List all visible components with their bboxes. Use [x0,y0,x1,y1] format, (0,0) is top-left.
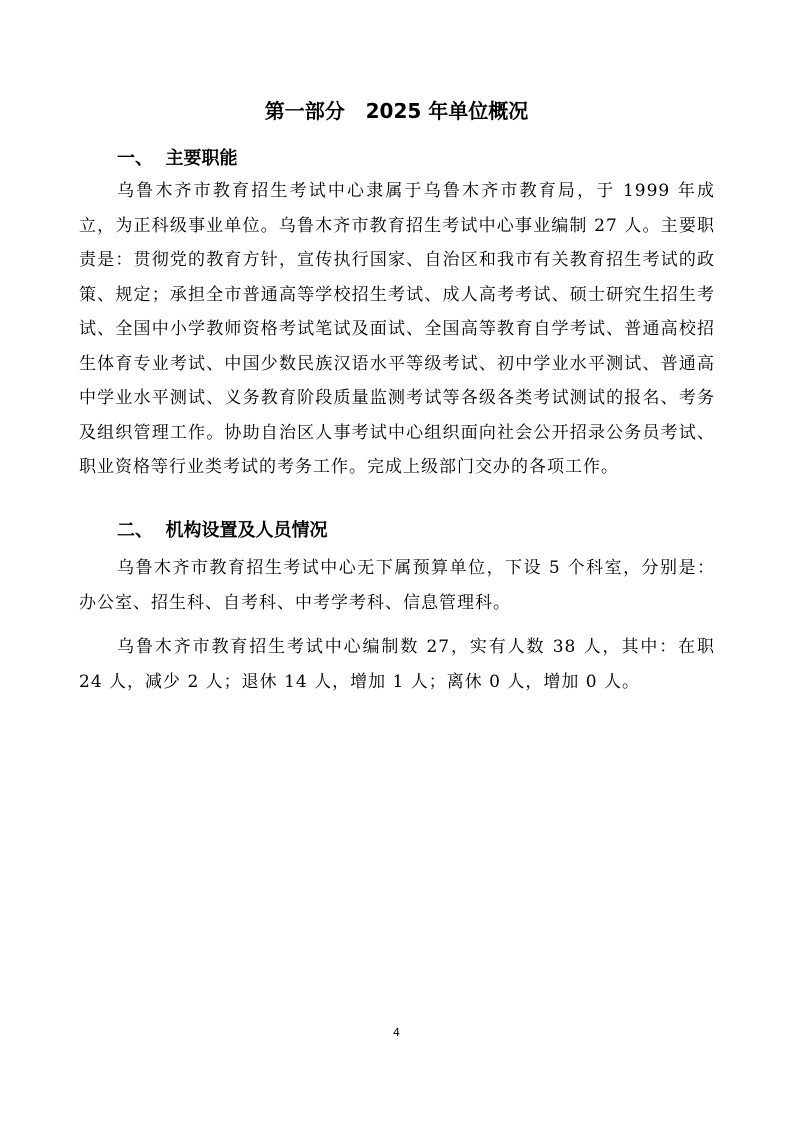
page-title: 第一部分 2025 年单位概况 [264,99,529,123]
paragraph-departments: 乌鲁木齐市教育招生考试中心无下属预算单位，下设 5 个科室，分别是：办公室、招生科、自考科、中考学考科、信息管理科。 [79,558,715,613]
section-heading-organization: 二、 机构设置及人员情况 [117,520,328,541]
paragraph-main-functions: 乌鲁木齐市教育招生考试中心隶属于乌鲁木齐市教育局，于 1999 年成立，为正科级事业单位。乌鲁木齐市教育招生考试中心事业编制 27 人。主要职责是：贯彻党的教育方针，宣传执行国家、自治区和我市有关教育招生考试的政策、规定；承担全市普通高等学校招生考试、成人高考考试、硕士研究生招生考试、全国中小学教师资格考试笔试及面试、全国高等教育自学考试、普通高校招生体育专业考试、中国少数民族汉语水平等级考试、初中学业水平测试、普通高中学业水平测试、义务教育阶段质量监测考试等各级各类考试测试的报名、考务及组织管理工作。协助自治区人事考试中心组织面向社会公开招录公务员考试、职业资格等行业类考试的考务工作。完成上级部门交办的各项工作。 [79,181,715,477]
section-heading-main-functions: 一、 主要职能 [117,148,238,169]
page-number: 4 [393,1026,400,1039]
paragraph-staffing: 乌鲁木齐市教育招生考试中心编制数 27，实有人数 38 人，其中：在职 24 人，减少 2 人；退休 14 人，增加 1 人；离休 0 人，增加 0 人。 [79,637,715,692]
